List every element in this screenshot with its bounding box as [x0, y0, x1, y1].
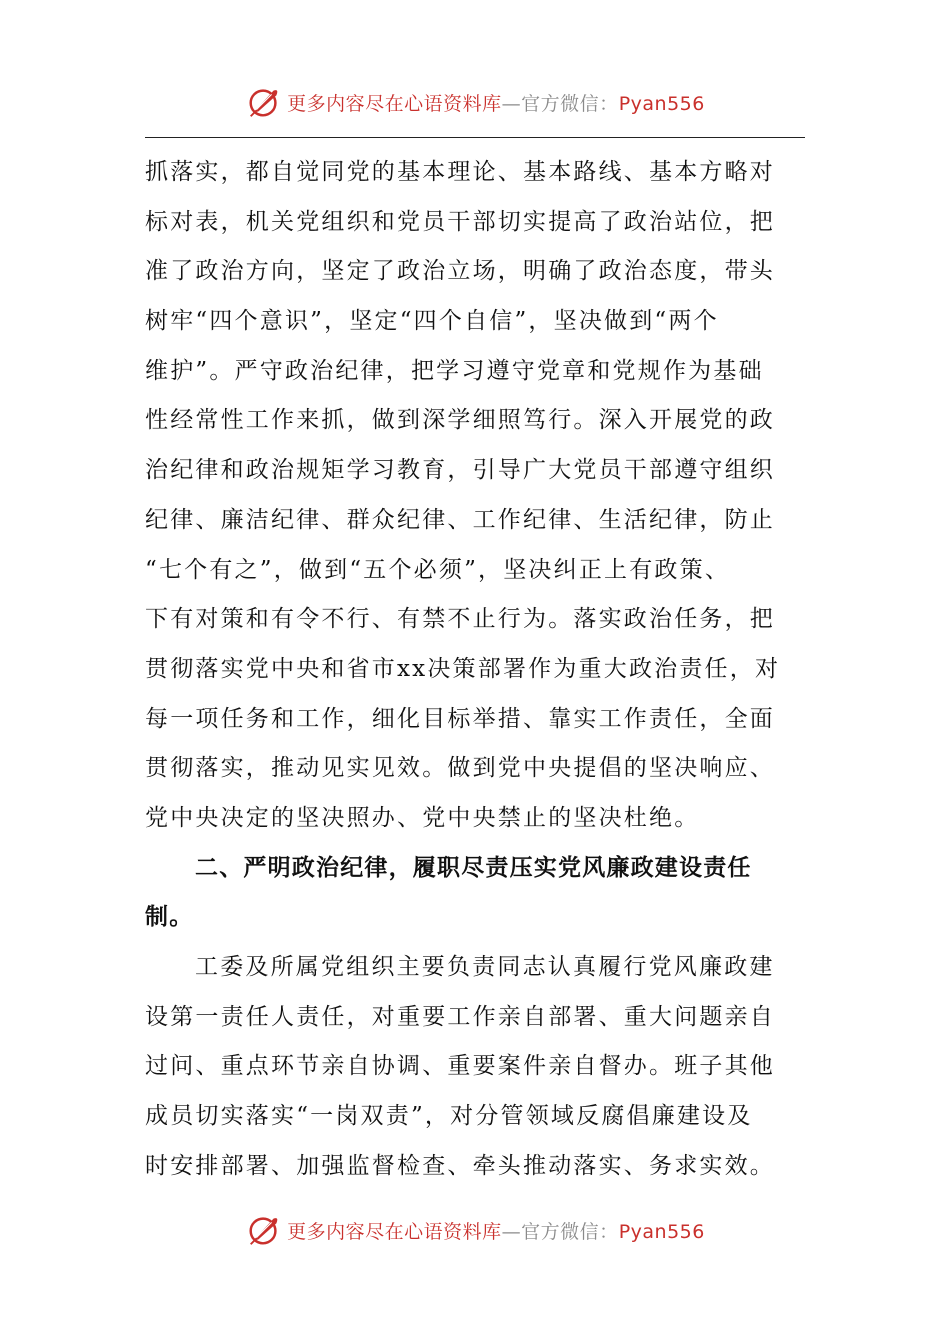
quill-pen-circle-icon [245, 1211, 283, 1249]
text-line: 标对表，机关党组织和党员干部切实提高了政治站位，把 [145, 208, 775, 235]
text-line: 党中央决定的坚决照办、党中央禁止的坚决杜绝。 [145, 804, 700, 831]
text-line: 设第一责任人责任，对重要工作亲自部署、重大问题亲自 [145, 1003, 775, 1030]
quill-pen-circle-icon [245, 83, 283, 121]
header-divider [145, 137, 805, 138]
text-line: 每一项任务和工作，细化目标举措、靠实工作责任，全面 [145, 705, 775, 732]
watermark-site-text: 更多内容尽在心语资料库 [287, 1220, 502, 1243]
text-line: 时安排部署、加强监督检查、牵头推动落实、务求实效。 [145, 1152, 775, 1179]
watermark-wechat-id: Pyan556 [618, 1220, 705, 1243]
header-watermark [0, 82, 950, 122]
text-line: 工委及所属党组织主要负责同志认真履行党风廉政建 [195, 954, 775, 980]
text-line: 贯彻落实党中央和省市xx决策部署作为重大政治责任，对 [145, 655, 781, 682]
text-line: 治纪律和政治规矩学习教育，引导广大党员干部遵守组织 [145, 457, 775, 484]
text-line: “七个有之”，做到“五个必须”，坚决纠正上有政策、 [145, 556, 731, 583]
text-line: 性经常性工作来抓，做到深学细照笃行。深入开展党的政 [145, 407, 775, 434]
text-line: 下有对策和有令不行、有禁不止行为。落实政治任务，把 [145, 606, 775, 633]
text-line: 抓落实，都自觉同党的基本理论、基本路线、基本方略对 [145, 159, 775, 185]
text-line: 成员切实落实“一岗双责”，对分管领域反腐倡廉建设及 [145, 1103, 753, 1130]
watermark-wechat-label: —官方微信： [501, 1220, 619, 1243]
text-line: 贯彻落实，推动见实见效。做到党中央提倡的坚决响应、 [145, 755, 775, 782]
heading-line: 二、严明政治纪律，履职尽责压实党风廉政建设责任 [195, 854, 752, 881]
text-line: 准了政治方向，坚定了政治立场，明确了政治态度，带头 [145, 258, 775, 285]
section-heading [145, 844, 805, 943]
paragraph-1 [145, 148, 805, 844]
document-body [145, 148, 805, 1191]
text-line: 纪律、廉洁纪律、群众纪律、工作纪律、生活纪律，防止 [145, 506, 775, 533]
watermark-wechat-id: Pyan556 [618, 92, 705, 115]
footer-watermark [0, 1210, 950, 1250]
paragraph-2 [145, 943, 805, 1191]
watermark-wechat-label: —官方微信： [501, 92, 619, 115]
text-line: 过问、重点环节亲自协调、重要案件亲自督办。班子其他 [145, 1053, 775, 1080]
text-line: 树牢“四个意识”，坚定“四个自信”，坚决做到“两个 [145, 308, 719, 335]
watermark-site-text: 更多内容尽在心语资料库 [287, 92, 502, 115]
heading-line: 制。 [145, 904, 194, 931]
text-line: 维护”。严守政治纪律，把学习遵守党章和党规作为基础 [145, 357, 764, 384]
